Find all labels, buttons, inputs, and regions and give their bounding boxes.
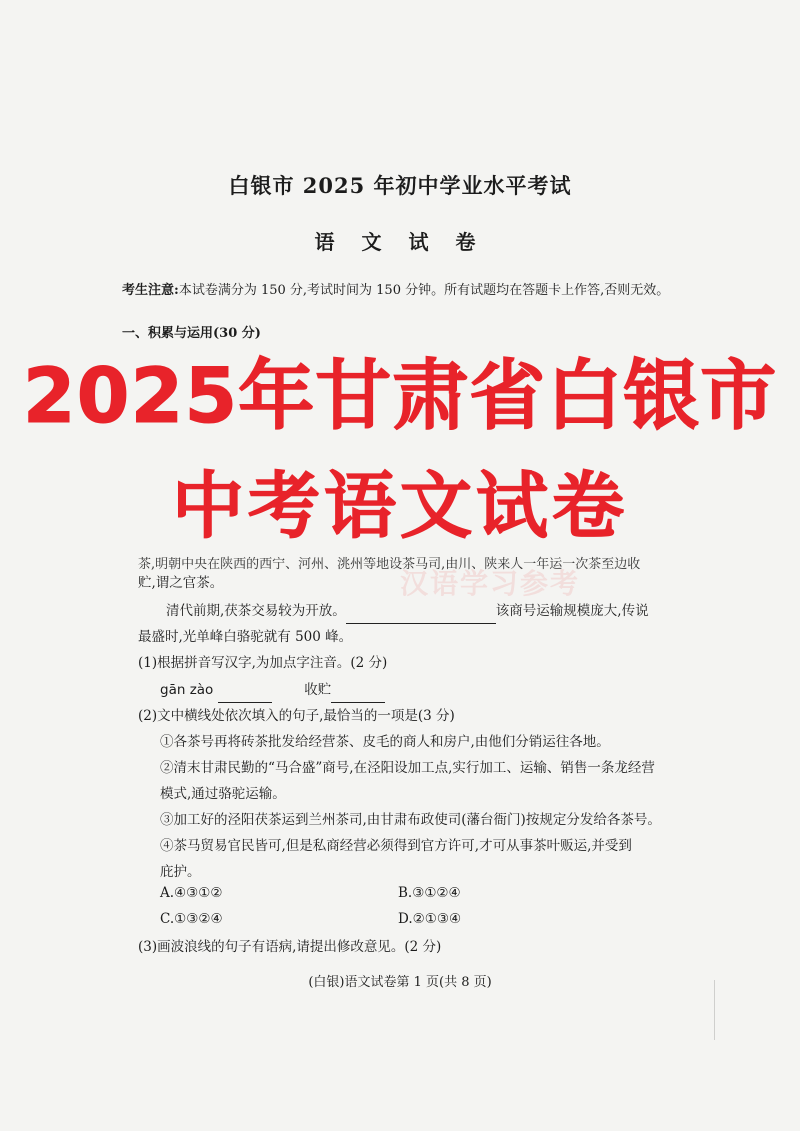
sentence-3: ③加工好的泾阳茯茶运到兰州茶司,由甘肃布政使司(藩台衙门)按规定分发给各茶号。 <box>160 812 661 828</box>
passage-paragraph <box>138 598 726 624</box>
notice-label: 考生注意: <box>122 283 179 298</box>
sentence-4-cont: 庇护。 <box>160 864 201 880</box>
option-d: D.②①③④ <box>398 911 462 927</box>
page-footer: (白银)语文试卷第 1 页(共 8 页) <box>308 975 492 990</box>
word-text: 收贮 <box>304 682 332 698</box>
watermark: 汉语学习参考 <box>400 567 581 600</box>
passage-text: 清代前期,茯茶交易较为开放。 <box>166 603 346 619</box>
option-c: C.①③②④ <box>160 911 223 927</box>
pinyin-text: gān zào <box>160 682 214 698</box>
sentence-2-cont: 模式,通过骆驼运输。 <box>160 786 286 802</box>
banner-title-line1: 2025年甘肃省白银市 <box>22 351 778 440</box>
passage-text: 该商号运输规模庞大,传说 <box>495 603 649 619</box>
sentence-2: ②清末甘肃民勤的“马合盛”商号,在泾阳设加工点,实行加工、运输、销售一条龙经营 <box>160 760 655 776</box>
passage-line: 最盛时,光单峰白骆驼就有 500 峰。 <box>138 629 353 645</box>
notice-text: 本试卷满分为 150 分,考试时间为 150 分钟。所有试题均在答题卡上作答,否则无效。 <box>178 283 670 298</box>
option-b: B.③①②④ <box>398 885 461 901</box>
candidate-notice <box>122 279 722 298</box>
question-3: (3)画波浪线的句子有语病,请提出修改意见。(2 分) <box>138 939 442 955</box>
answer-blank <box>218 688 272 703</box>
exam-title: 白银市 2025 年初中学业水平考试 <box>228 173 572 198</box>
sentence-4: ④茶马贸易官民皆可,但是私商经营必须得到官方许可,才可从事茶叶贩运,并受到 <box>160 838 632 854</box>
fill-blank <box>346 609 496 624</box>
answer-blank <box>331 688 385 703</box>
passage-line: 贮,谓之官茶。 <box>138 575 224 591</box>
passage-partial-line: 茶,明朝中央在陕西的西宁、河州、洮州等地设茶马司,由川、陕来人一年运一次茶至边收 <box>138 557 641 572</box>
sentence-1: ①各茶号再将砖茶批发给经营茶、皮毛的商人和房户,由他们分销运往各地。 <box>160 734 610 750</box>
question-1: (1)根据拼音写汉字,为加点字注音。(2 分) <box>138 655 388 671</box>
subject-title: 语 文 试 卷 <box>314 230 486 254</box>
banner-title-line2: 中考语文试卷 <box>171 464 628 548</box>
scan-edge <box>714 980 715 1040</box>
question-1-items <box>160 677 720 703</box>
option-a: A.④③①② <box>160 885 223 901</box>
section-heading-partial: 一、积累与运用(30 分) <box>122 326 261 341</box>
question-2: (2)文中横线处依次填入的句子,最恰当的一项是(3 分) <box>138 708 455 724</box>
